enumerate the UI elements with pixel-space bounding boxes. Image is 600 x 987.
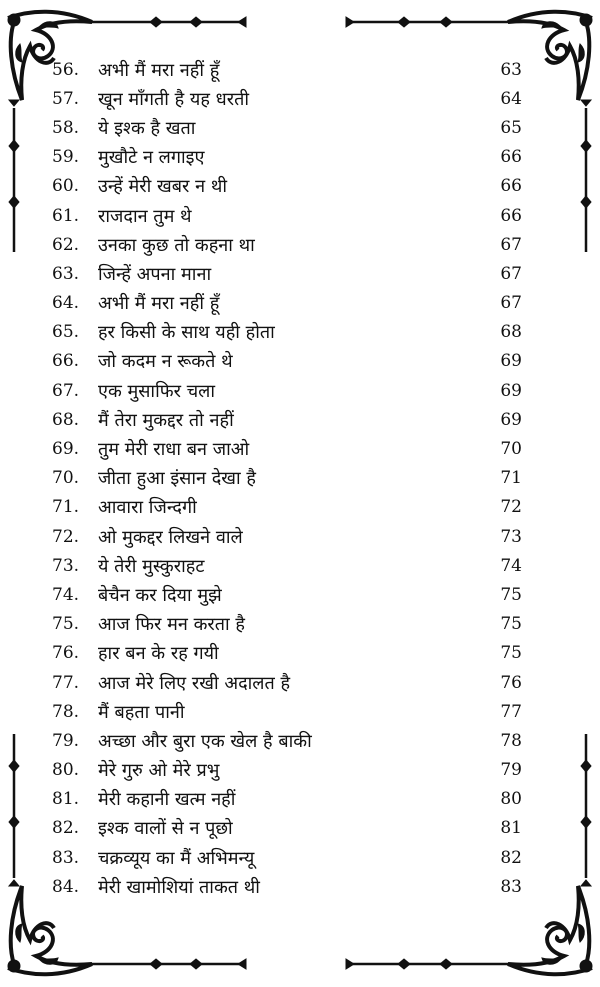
toc-entry-number: 56. — [52, 59, 80, 80]
toc-entry-title: मैं बहता पानी — [98, 701, 185, 723]
toc-entry — [52, 493, 522, 522]
right-rule-lower — [581, 734, 591, 886]
table-of-contents — [52, 55, 522, 901]
toc-entry-page: 75 — [500, 584, 522, 605]
toc-entry-number: 62. — [52, 234, 80, 255]
toc-entry-page: 81 — [500, 818, 522, 839]
toc-entry-number: 60. — [52, 176, 80, 197]
toc-entry-page: 67 — [500, 263, 522, 284]
toc-entry — [52, 610, 522, 639]
toc-entry-title: अभी मैं मरा नहीं हूँ — [98, 59, 220, 81]
toc-entry-page: 82 — [500, 847, 522, 868]
toc-entry — [52, 289, 522, 318]
top-rule-left — [92, 17, 246, 27]
toc-entry-page: 68 — [500, 322, 522, 343]
bottom-rule-left — [92, 959, 246, 969]
toc-entry-number: 59. — [52, 147, 80, 168]
toc-entry-page: 78 — [500, 730, 522, 751]
toc-entry-title: ये तेरी मुस्कुराहट — [98, 555, 205, 577]
toc-entry — [52, 726, 522, 755]
toc-entry — [52, 551, 522, 580]
toc-entry-page: 72 — [500, 497, 522, 518]
toc-entry-page: 77 — [500, 701, 522, 722]
toc-entry-number: 64. — [52, 293, 80, 314]
toc-entry-page: 70 — [500, 439, 522, 460]
toc-entry-page: 73 — [500, 526, 522, 547]
toc-entry-number: 80. — [52, 760, 80, 781]
toc-entry-page: 69 — [500, 351, 522, 372]
toc-entry-title: आवारा जिन्दगी — [98, 497, 197, 519]
toc-entry-number: 81. — [52, 789, 80, 810]
toc-entry-page: 69 — [500, 380, 522, 401]
toc-entry-number: 66. — [52, 351, 80, 372]
toc-entry-title: मेरे गुरु ओ मेरे प्रभु — [98, 760, 220, 782]
toc-entry-title: हार बन के रह गयी — [98, 643, 219, 665]
toc-entry-page: 80 — [500, 789, 522, 810]
toc-entry-number: 76. — [52, 643, 80, 664]
toc-entry-page: 67 — [500, 293, 522, 314]
toc-entry-title: अभी मैं मरा नहीं हूँ — [98, 293, 220, 315]
toc-entry-number: 72. — [52, 526, 80, 547]
toc-entry-page: 71 — [500, 468, 522, 489]
right-rule-upper — [581, 100, 591, 252]
toc-entry — [52, 434, 522, 463]
toc-entry-number: 84. — [52, 876, 80, 897]
toc-entry — [52, 201, 522, 230]
toc-entry-page: 75 — [500, 614, 522, 635]
toc-entry-title: ये इश्क है खता — [98, 117, 196, 139]
toc-entry-title: उनका कुछ तो कहना था — [98, 234, 255, 256]
toc-entry-title: मेरी कहानी खत्म नहीं — [98, 789, 236, 811]
toc-entry-page: 67 — [500, 234, 522, 255]
toc-entry — [52, 376, 522, 405]
toc-entry-title: बेचैन कर दिया मुझे — [98, 584, 222, 606]
toc-entry-page: 74 — [500, 555, 522, 576]
toc-entry-number: 63. — [52, 263, 80, 284]
toc-entry-page: 69 — [500, 409, 522, 430]
toc-entry-page: 64 — [500, 88, 522, 109]
toc-entry-title: जिन्हें अपना माना — [98, 263, 212, 285]
toc-entry-number: 75. — [52, 614, 80, 635]
toc-entry — [52, 872, 522, 901]
toc-entry-title: आज फिर मन करता है — [98, 614, 245, 636]
toc-entry — [52, 843, 522, 872]
bottom-rule-right — [346, 959, 508, 969]
toc-entry-title: जीता हुआ इंसान देखा है — [98, 468, 256, 490]
toc-entry — [52, 668, 522, 697]
toc-entry-title: मुखौटे न लगाइए — [98, 147, 205, 169]
toc-entry — [52, 464, 522, 493]
toc-entry — [52, 814, 522, 843]
left-rule-lower — [9, 734, 19, 886]
left-rule-upper — [9, 100, 19, 252]
toc-entry-number: 74. — [52, 584, 80, 605]
toc-entry-number: 68. — [52, 409, 80, 430]
toc-entry — [52, 55, 522, 84]
toc-entry-number: 71. — [52, 497, 80, 518]
toc-entry-number: 67. — [52, 380, 80, 401]
toc-entry-page: 65 — [500, 117, 522, 138]
toc-entry-title: राजदान तुम थे — [98, 205, 192, 227]
toc-entry-title: खून माँगती है यह धरती — [98, 88, 249, 110]
toc-entry-number: 83. — [52, 847, 80, 868]
toc-entry-number: 78. — [52, 701, 80, 722]
toc-entry — [52, 756, 522, 785]
toc-entry-page: 63 — [500, 59, 522, 80]
toc-entry-title: उन्हें मेरी खबर न थी — [98, 176, 227, 198]
toc-entry-title: एक मुसाफिर चला — [98, 380, 216, 402]
toc-entry — [52, 172, 522, 201]
toc-entry-page: 83 — [500, 876, 522, 897]
toc-entry — [52, 522, 522, 551]
toc-entry — [52, 230, 522, 259]
toc-entry-page: 66 — [500, 147, 522, 168]
toc-entry-title: हर किसी के साथ यही होता — [98, 322, 275, 344]
toc-entry-title: इश्क वालों से न पूछो — [98, 818, 233, 840]
toc-entry-title: जो कदम न रूकते थे — [98, 351, 233, 373]
toc-entry-number: 79. — [52, 730, 80, 751]
toc-entry-number: 58. — [52, 117, 80, 138]
toc-entry-title: चक्रव्यूय का मैं अभिमन्यू — [98, 847, 255, 869]
toc-entry-page: 66 — [500, 205, 522, 226]
toc-entry — [52, 405, 522, 434]
toc-entry-number: 61. — [52, 205, 80, 226]
toc-entry-page: 79 — [500, 760, 522, 781]
toc-entry-number: 73. — [52, 555, 80, 576]
toc-entry — [52, 318, 522, 347]
toc-entry — [52, 785, 522, 814]
toc-entry-number: 77. — [52, 672, 80, 693]
top-rule-right — [346, 17, 508, 27]
toc-entry — [52, 259, 522, 288]
toc-entry-number: 65. — [52, 322, 80, 343]
toc-entry-number: 57. — [52, 88, 80, 109]
toc-entry-title: मैं तेरा मुकद्दर तो नहीं — [98, 409, 234, 431]
toc-entry-page: 66 — [500, 176, 522, 197]
toc-entry-page: 76 — [500, 672, 522, 693]
toc-entry — [52, 697, 522, 726]
toc-entry — [52, 143, 522, 172]
toc-entry — [52, 347, 522, 376]
toc-entry-title: अच्छा और बुरा एक खेल है बाकी — [98, 730, 312, 752]
toc-entry-title: आज मेरे लिए रखी अदालत है — [98, 672, 291, 694]
toc-entry — [52, 113, 522, 142]
toc-entry-page: 75 — [500, 643, 522, 664]
toc-entry-title: मेरी खामोशियां ताकत थी — [98, 876, 260, 898]
toc-entry-title: ओ मुकद्दर लिखने वाले — [98, 526, 243, 548]
toc-entry-number: 70. — [52, 468, 80, 489]
toc-entry-title: तुम मेरी राधा बन जाओ — [98, 439, 250, 461]
toc-entry — [52, 84, 522, 113]
toc-entry-number: 82. — [52, 818, 80, 839]
toc-entry — [52, 580, 522, 609]
toc-entry-number: 69. — [52, 439, 80, 460]
toc-entry — [52, 639, 522, 668]
